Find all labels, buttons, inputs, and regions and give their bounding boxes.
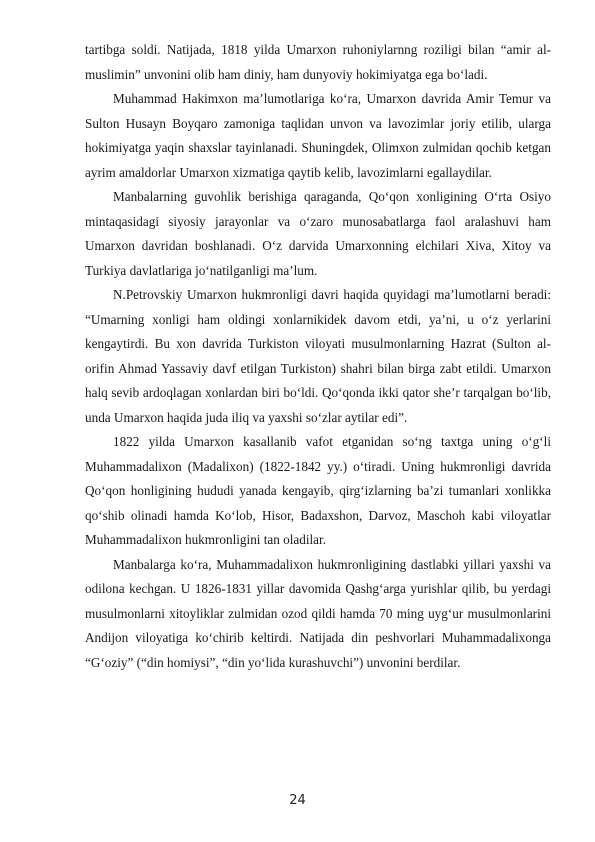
paragraph-continued: tartibga soldi. Natijada, 1818 yilda Umarxon ruhoniylarnng roziligi bilan “amir al-muslimin” unvonini olib ham diniy, ham dunyoviy hokimiyatga ega bo‘ladi.: [85, 42, 551, 82]
paragraph: Manbalarga ko‘ra, Muhammadalixon hukmronligining dastlabki yillari yaxshi va odilona kechgan. U 1826-1831 yillar davomida Qashg‘arga yurishlar qilib, bu yerdagi musulmonlarni xitoyliklar zulmidan ozod qildi hamda 70 ming uyg‘ur musulmonlarini Andijon viloyatiga ko‘chirib keltirdi. Natijada din peshvorlari Muhammadalixonga “G‘oziy” (“din homiysi”, “din yo‘lida kurashuvchi”) unvonini berdilar.: [85, 556, 551, 670]
paragraph: 1822 yilda Umarxon kasallanib vafot etganidan so‘ng taxtga uning o‘g‘li Muhammadalixon (Madalixon) (1822-1842 yy.) o‘tiradi. Uning hukmronligi davrida Qo‘qon honligining hududi yanada kengayib, qirg‘izlarning ba’zi tumanlari xonlikka qo‘shib olinadi hamda Ko‘lob, Hisor, Badaxshon, Darvoz, Maschoh kabi viloyatlar Muhammadalixon hukmronligini tan oladilar.: [85, 434, 551, 547]
page-number: 24: [289, 793, 306, 808]
paragraph: N.Petrovskiy Umarxon hukmronligi davri haqida quyidagi ma’lumotlarni beradi: “Umarning xonligi ham oldingi xonlarnikidek davom etdi, ya’ni, u o‘z yerlarini kengaytirdi. Bu xon davrida Turkiston viloyati musulmonlarning Hazrat (Sulton al-orifin Ahmad Yassaviy davf etilgan Turkiston) shahri bilan birga zabt etildi. Umarxon halq sevib ardoqlagan xonlardan biri bo‘ldi. Qo‘qonda ikki qator she’r tarqalgan bo‘lib, unda Umarxon haqida juda iliq va yaxshi so‘zlar aytilar edi”.: [85, 287, 551, 425]
paragraph: Muhammad Hakimxon ma’lumotlariga ko‘ra, Umarxon davrida Amir Temur va Sulton Husayn Boyqaro zamoniga taqlidan unvon va lavozimlar joriy etilib, ularga hokimiyatga yaqin shaxslar tayinlanadi. Shuningdek, Olimxon zulmidan qochib ketgan ayrim amaldorlar Umarxon xizmatiga qaytib kelib, lavozimlarni egallaydilar.: [85, 91, 551, 180]
paragraph: Manbalarning guvohlik berishiga qaraganda, Qo‘qon xonligining O‘rta Osiyo mintaqasidagi siyosiy jarayonlar va o‘zaro munosabatlarga faol aralashuvi ham Umarxon davridan boshlanadi. O‘z darvida Umarxonning elchilari Xiva, Xitoy va Turkiya davlatlariga jo‘natilganligi ma’lum.: [85, 189, 551, 278]
body-text: [85, 38, 551, 675]
